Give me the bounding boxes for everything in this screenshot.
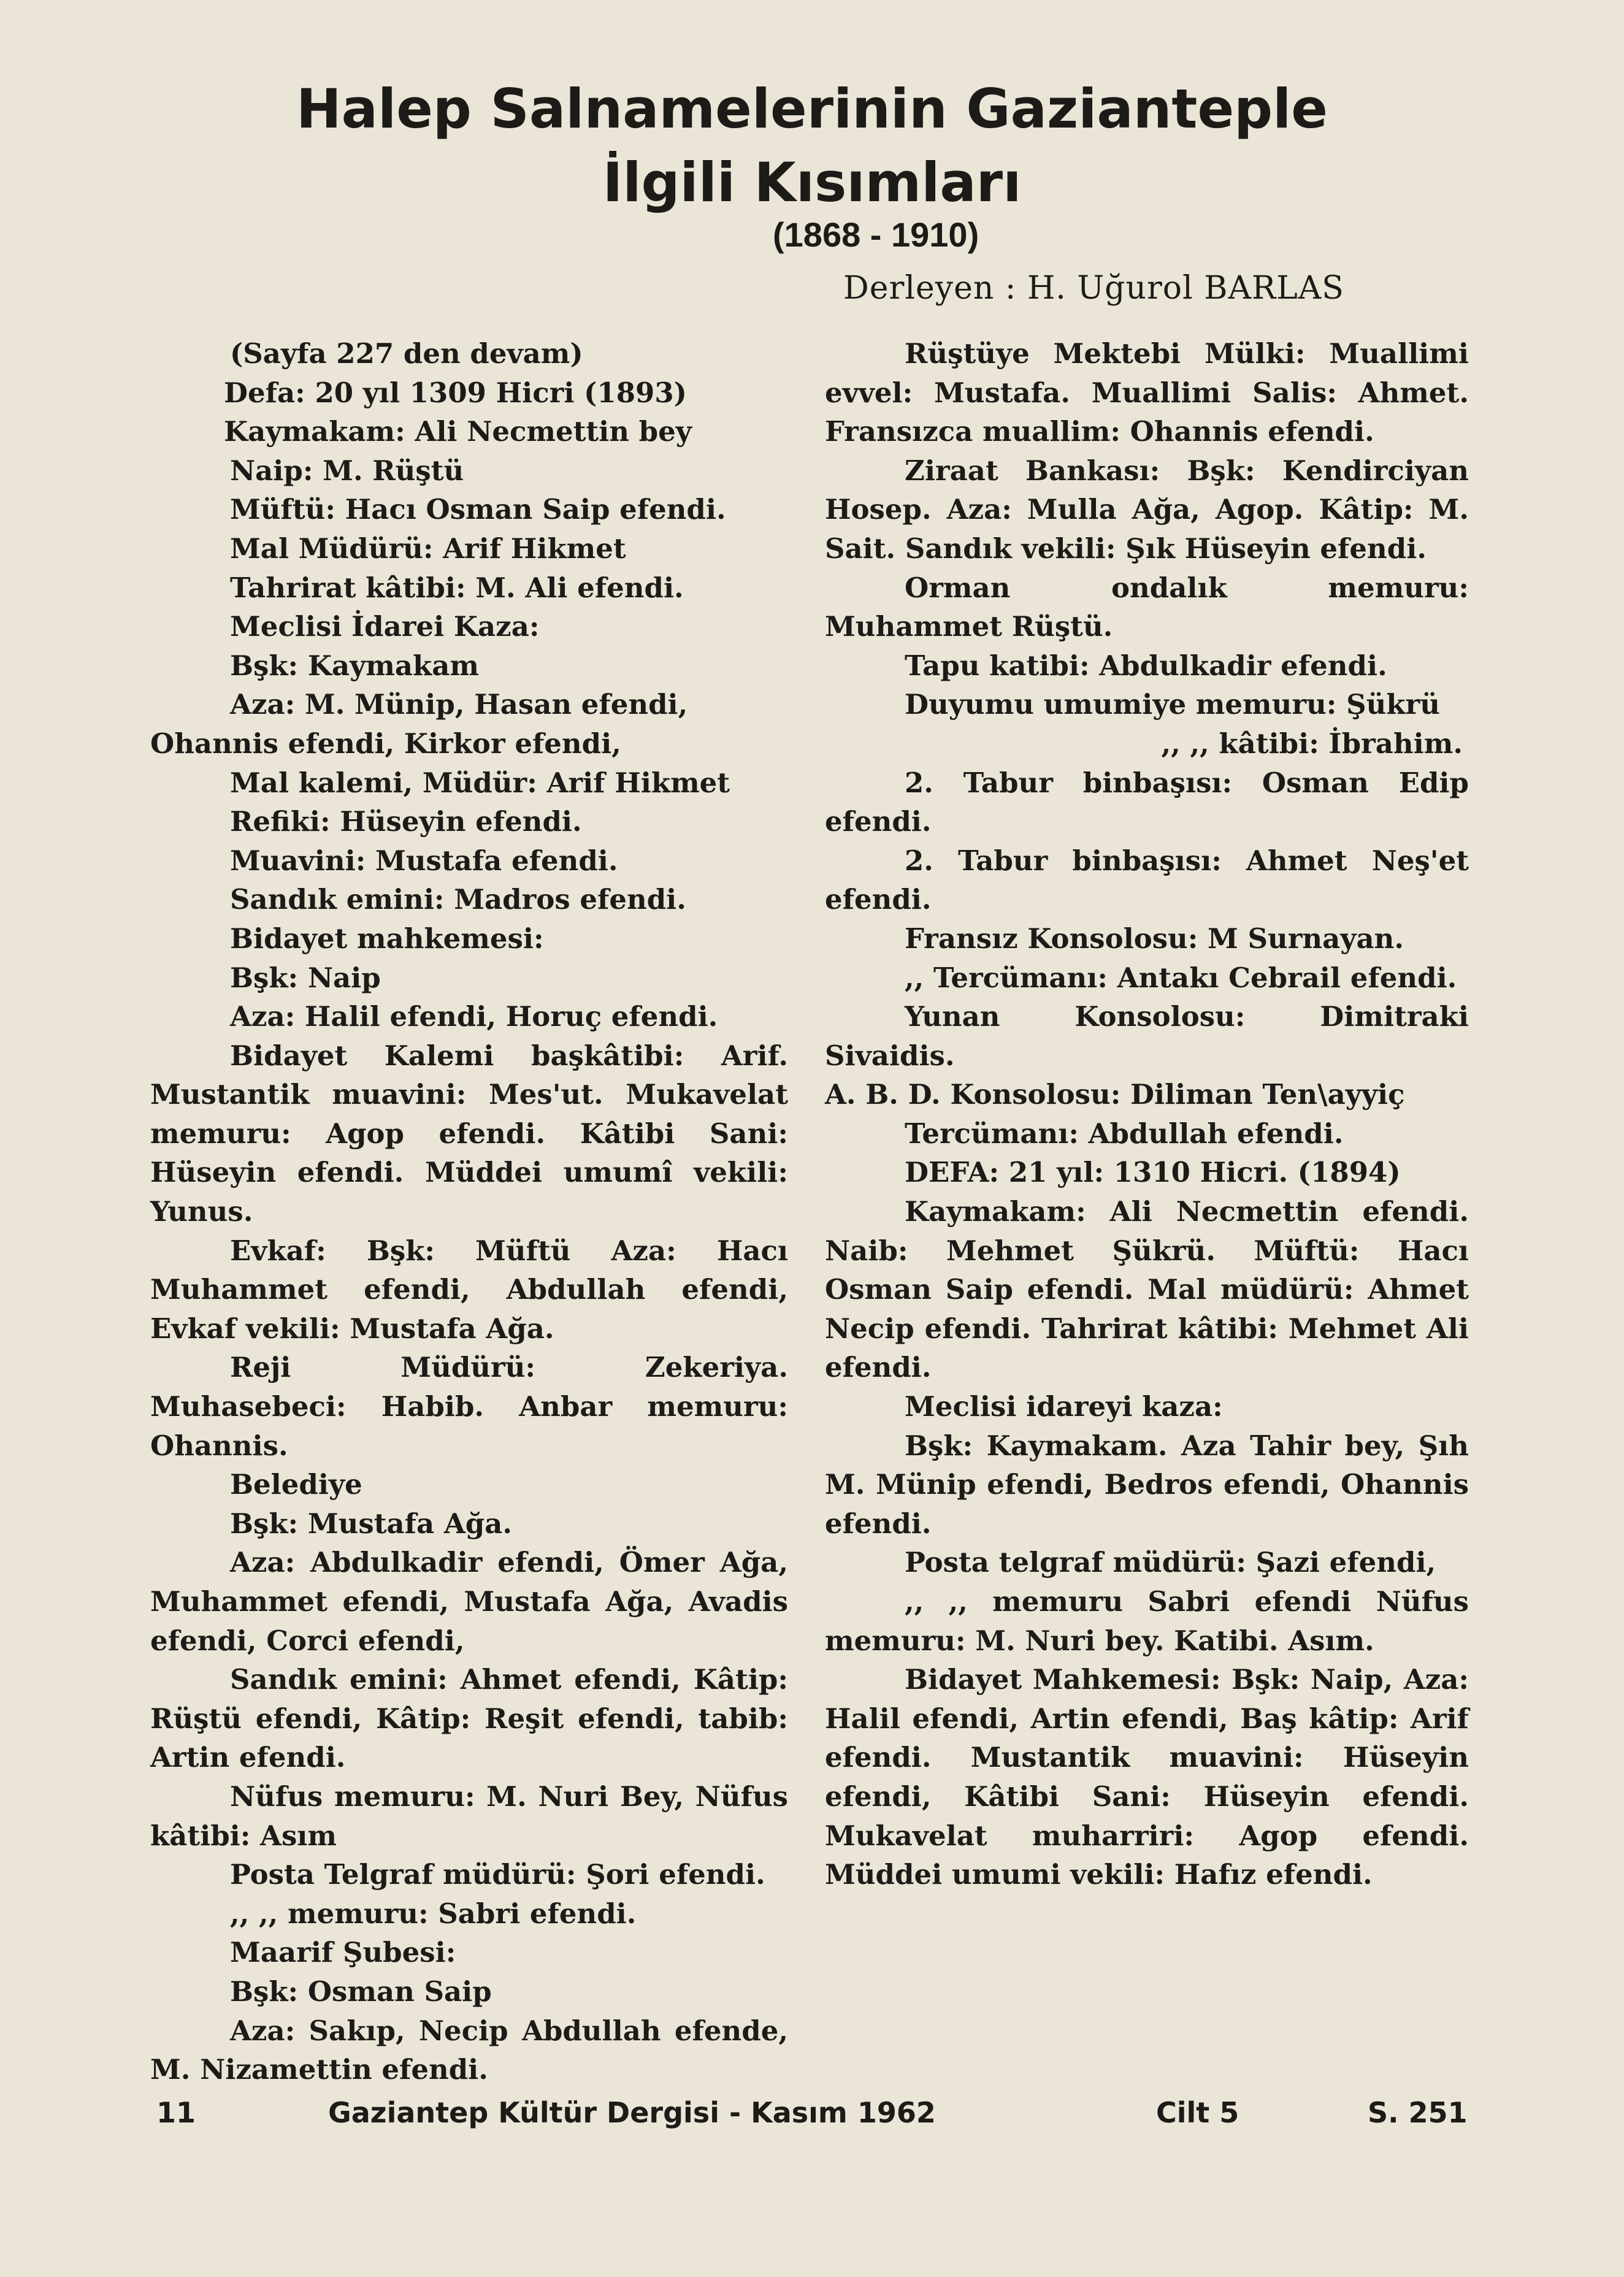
right-column	[825, 334, 1469, 1894]
paragraph: Müftü: Hacı Osman Saip efendi.	[230, 493, 726, 526]
paragraph: Duyumu umumiye memuru: Şükrü	[905, 688, 1440, 721]
paragraph: Naip: M. Rüştü	[230, 454, 464, 487]
paragraph: Sandık emini: Ahmet efendi, Kâtip: Rüştü efendi, Kâtip: Reşit efendi, tabib: Artin efendi.	[150, 1663, 788, 1774]
paragraph: Bşk: Mustafa Ağa.	[230, 1507, 513, 1540]
paragraph: Ohannis efendi, Kirkor efendi,	[150, 727, 621, 760]
paragraph: Sandık emini: Madros efendi.	[230, 883, 686, 916]
paragraph: ,, Tercümanı: Antakı Cebrail efendi.	[905, 961, 1457, 994]
paragraph: ,, ,, memuru Sabri efendi Nüfus memuru: M. Nuri bey. Katibi. Asım.	[825, 1585, 1469, 1657]
paragraph: Rüştüye Mektebi Mülki: Muallimi evvel: Mustafa. Muallimi Salis: Ahmet. Fransızca muallim: Ohannis efendi.	[825, 337, 1469, 448]
title-line-1: Halep Salnamelerinin Gazianteple	[296, 77, 1328, 140]
footer-journal: Gaziantep Kültür Dergisi - Kasım 1962	[328, 2096, 936, 2129]
paragraph: Meclisi idareyi kaza:	[905, 1390, 1223, 1423]
paragraph: Posta telgraf müdürü: Şazi efendi,	[905, 1546, 1436, 1579]
paragraph: Refiki: Hüseyin efendi.	[230, 805, 582, 838]
date-range: (1868 - 1910)	[773, 215, 979, 254]
left-column	[150, 334, 788, 2089]
paragraph: Aza: Halil efendi, Horuç efendi.	[230, 1000, 718, 1033]
paragraph: Evkaf: Bşk: Müftü Aza: Hacı Muhammet efendi, Abdullah efendi, Evkaf vekili: Mustafa Ağa.	[150, 1234, 788, 1345]
paragraph: Fransız Konsolosu: M Surnayan.	[905, 922, 1404, 955]
paragraph: Bidayet Kalemi başkâtibi: Arif. Mustantik muavini: Mes'ut. Mukavelat memuru: Agop efendi. Kâtibi Sani: Hüseyin efendi. Müddei umumî vekili: Yunus.	[150, 1039, 788, 1228]
paragraph: Tercümanı: Abdullah efendi.	[905, 1117, 1344, 1150]
title-line-2: İlgili Kısımları	[602, 151, 1022, 214]
paragraph: Reji Müdürü: Zekeriya. Muhasebeci: Habib. Anbar memuru: Ohannis.	[150, 1351, 788, 1462]
paragraph: ,, ,, memuru: Sabri efendi.	[230, 1897, 637, 1930]
paragraph: Aza: Sakıp, Necip Abdullah efende, M. Nizamettin efendi.	[150, 2014, 788, 2086]
paragraph: Tapu katibi: Abdulkadir efendi.	[905, 649, 1387, 682]
paragraph: Maarif Şubesi:	[230, 1936, 456, 1969]
footer-volume: Cilt 5	[1156, 2096, 1239, 2129]
paragraph: Kaymakam: Ali Necmettin bey	[224, 415, 692, 448]
paragraph: Bidayet mahkemesi:	[230, 922, 544, 955]
paragraph: Tahrirat kâtibi: M. Ali efendi.	[230, 571, 684, 604]
paragraph: Mal kalemi, Müdür: Arif Hikmet	[230, 766, 730, 799]
paragraph: DEFA: 21 yıl: 1310 Hicri. (1894)	[905, 1156, 1401, 1189]
paragraph: Yunan Konsolosu: Dimitraki Sivaidis.	[825, 1000, 1469, 1072]
paragraph: Belediye	[230, 1468, 362, 1501]
paragraph: Muavini: Mustafa efendi.	[230, 844, 618, 877]
paragraph: 2. Tabur binbaşısı: Osman Edip efendi.	[825, 766, 1469, 838]
paragraph: Aza: Abdulkadir efendi, Ömer Ağa, Muhammet efendi, Mustafa Ağa, Avadis efendi, Corci efendi,	[150, 1546, 788, 1657]
paragraph: Posta Telgraf müdürü: Şori efendi.	[230, 1858, 765, 1891]
paragraph: Orman ondalık memuru: Muhammet Rüştü.	[825, 571, 1469, 643]
footer-left-number: 11	[156, 2096, 196, 2129]
paragraph: Bşk: Osman Saip	[230, 1975, 492, 2008]
paragraph: Kaymakam: Ali Necmettin efendi. Naib: Mehmet Şükrü. Müftü: Hacı Osman Saip efendi. Mal müdürü: Ahmet Necip efendi. Tahrirat kâtibi: Mehmet Ali efendi.	[825, 1195, 1469, 1384]
page-footer	[156, 2096, 1469, 2139]
paragraph: ,, ,, kâtibi: İbrahim.	[1161, 727, 1463, 760]
paragraph: Bidayet Mahkemesi: Bşk: Naip, Aza: Halil efendi, Artin efendi, Baş kâtip: Arif efendi. Mustantik muavini: Hüseyin efendi, Kâtibi Sani: Hüseyin efendi. Mukavelat muharriri: Agop efendi. Müddei umumi vekili: Hafız efendi.	[825, 1663, 1469, 1891]
footer-page-number: S. 251	[1368, 2096, 1468, 2129]
paragraph: 2. Tabur binbaşısı: Ahmet Neş'et efendi.	[825, 844, 1469, 916]
paragraph: (Sayfa 227 den devam)	[230, 337, 583, 370]
paragraph: Bşk: Naip	[230, 961, 381, 994]
paragraph: Bşk: Kaymakam	[230, 649, 479, 682]
paragraph: Meclisi İdarei Kaza:	[230, 610, 540, 643]
compiler-credit: Derleyen : H. Uğurol BARLAS	[843, 270, 1344, 307]
paragraph: Mal Müdürü: Arif Hikmet	[230, 532, 626, 565]
paragraph: Defa: 20 yıl 1309 Hicri (1893)	[224, 376, 687, 409]
paragraph: Ziraat Bankası: Bşk: Kendirciyan Hosep. Aza: Mulla Ağa, Agop. Kâtip: M. Sait. Sandık vekili: Şık Hüseyin efendi.	[825, 454, 1469, 565]
paragraph: Nüfus memuru: M. Nuri Bey, Nüfus kâtibi: Asım	[150, 1780, 788, 1852]
paragraph: A. B. D. Konsolosu: Diliman Ten\ayyiç	[825, 1078, 1405, 1111]
paragraph: Bşk: Kaymakam. Aza Tahir bey, Şıh M. Münip efendi, Bedros efendi, Ohannis efendi.	[825, 1429, 1469, 1540]
paragraph: Aza: M. Münip, Hasan efendi,	[230, 688, 688, 721]
